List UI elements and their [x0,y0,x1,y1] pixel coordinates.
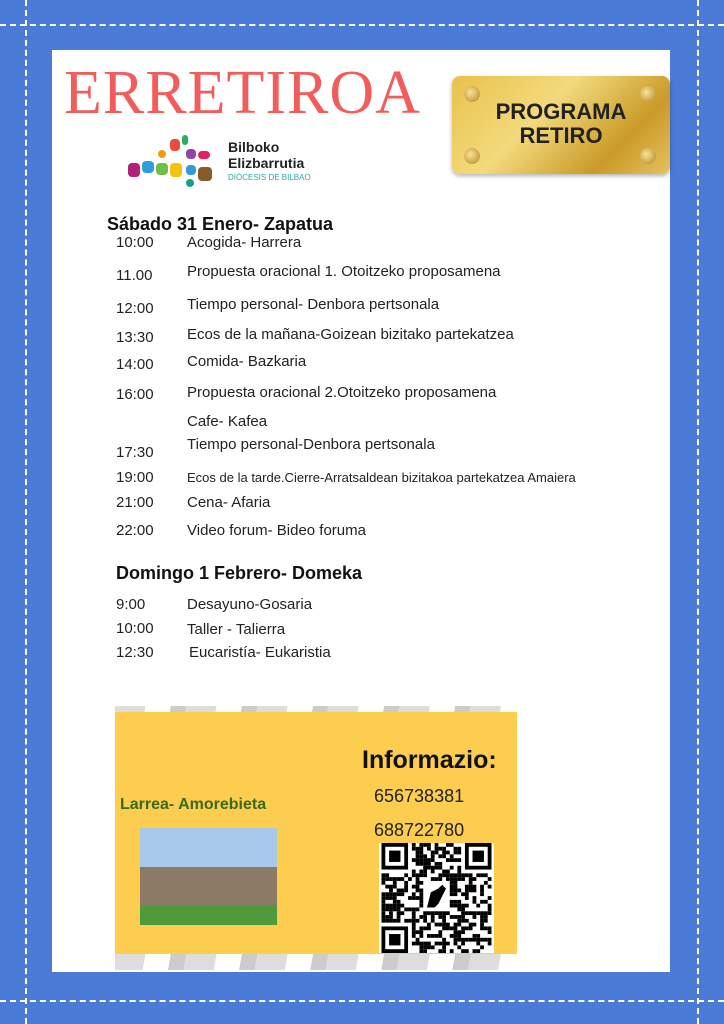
info-heading: Informazio: [362,746,497,774]
schedule-activity: Taller - Talierra [187,621,286,638]
schedule-activity: Comida- Bazkaria [187,353,307,370]
dashed-border-bottom [0,1000,724,1002]
schedule-activity: Acogida- Harrera [187,234,302,251]
schedule-time: 10:00 [116,620,154,637]
schedule-activity: Cafe- Kafea [187,413,268,430]
location-label: Larrea- Amorebieta [120,796,267,813]
schedule-time: 19:00 [116,469,154,486]
schedule-activity: Ecos de la tarde.Cierre-Arratsaldean bizitakoa partekatzea Amaiera [187,470,576,485]
logo-line1: Bilboko [228,139,280,155]
schedule-activity: Cena- Afaria [187,494,271,511]
schedule-time: 17:30 [116,444,154,461]
schedule-time: 16:00 [116,386,154,403]
schedule-activity: Video forum- Bideo foruma [187,522,366,539]
day1-heading: Sábado 31 Enero- Zapatua [107,214,334,234]
schedule-time: 14:00 [116,356,154,373]
screw-icon [464,148,480,164]
phone-number: 656738381 [374,786,465,806]
screw-icon [640,148,656,164]
logo-line3: DIÓCESIS DE BILBAO [228,173,311,182]
schedule-time: 9:00 [116,596,146,613]
schedule-time: 21:00 [116,494,154,511]
schedule-time: 13:30 [116,329,154,346]
poster-title: ERRETIROA [64,59,421,127]
dashed-border-left [25,0,27,1024]
schedule-time: 12:00 [116,300,154,317]
schedule-time: 12:30 [116,644,154,661]
diocese-logo [128,135,328,190]
day2-heading: Domingo 1 Febrero- Domeka [116,563,363,583]
plate-line1: PROGRAMA [495,99,627,124]
plate-line2: RETIRO [519,123,603,148]
torn-edge-bottom [115,954,517,970]
program-plate [452,76,670,174]
schedule-time: 22:00 [116,522,154,539]
dashed-border-top [0,24,724,26]
schedule-activity: Eucaristía- Eukaristia [189,644,331,661]
phone-number: 688722780 [374,820,465,840]
schedule-activity: Tiempo personal- Denbora pertsonala [187,296,440,313]
church-photo [140,828,277,925]
qr-code[interactable] [379,843,494,953]
schedule-activity: Desayuno-Gosaria [187,596,313,613]
schedule-activity: Ecos de la mañana-Goizean bizitako partekatzea [187,326,514,343]
logo-line2: Elizbarrutia [228,155,305,171]
schedule-activity: Tiempo personal-Denbora pertsonala [187,436,435,453]
schedule-activity: Propuesta oracional 1. Otoitzeko proposamena [187,263,501,280]
schedule-time: 10:00 [116,234,154,251]
schedule-activity: Propuesta oracional 2.Otoitzeko proposamena [187,384,497,401]
schedule-time: 11.00 [116,267,153,284]
dashed-border-right [697,0,699,1024]
